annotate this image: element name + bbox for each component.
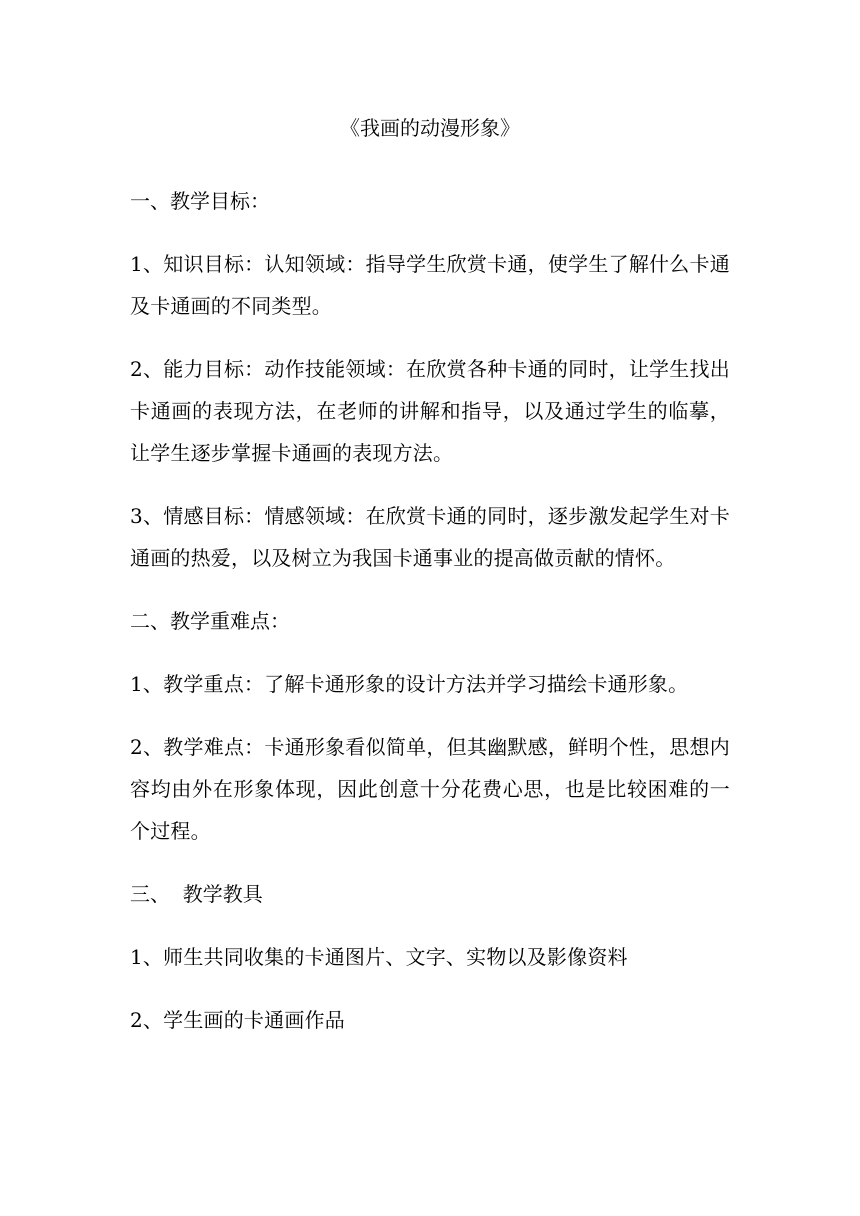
goal-knowledge-paragraph: 1、知识目标：认知领域：指导学生欣赏卡通，使学生了解什么卡通及卡通画的不同类型。 <box>130 252 730 318</box>
section-heading-key-points: 二、教学重难点： <box>130 609 290 633</box>
document-body <box>130 112 730 1062</box>
tool-item-materials: 1、师生共同收集的卡通图片、文字、实物以及影像资料 <box>130 945 628 969</box>
document-title: 《我画的动漫形象》 <box>340 116 520 140</box>
section-heading-teaching-goals: 一、教学目标： <box>130 189 270 213</box>
section-heading-teaching-tools: 三、 教学教具 <box>130 882 263 906</box>
goal-ability-paragraph: 2、能力目标：动作技能领域：在欣赏各种卡通的同时，让学生找出卡通画的表现方法，在老师的讲解和指导，以及通过学生的临摹，让学生逐步掌握卡通画的表现方法。 <box>130 357 730 465</box>
difficult-point-paragraph: 2、教学难点：卡通形象看似简单，但其幽默感，鲜明个性，思想内容均由外在形象体现，因此创意十分花费心思，也是比较困难的一个过程。 <box>130 735 730 843</box>
key-point-paragraph: 1、教学重点：了解卡通形象的设计方法并学习描绘卡通形象。 <box>130 672 689 696</box>
tool-item-student-works: 2、学生画的卡通画作品 <box>130 1008 345 1032</box>
goal-emotion-paragraph: 3、情感目标：情感领域：在欣赏卡通的同时，逐步激发起学生对卡通画的热爱，以及树立为我国卡通事业的提高做贡献的情怀。 <box>130 504 730 570</box>
